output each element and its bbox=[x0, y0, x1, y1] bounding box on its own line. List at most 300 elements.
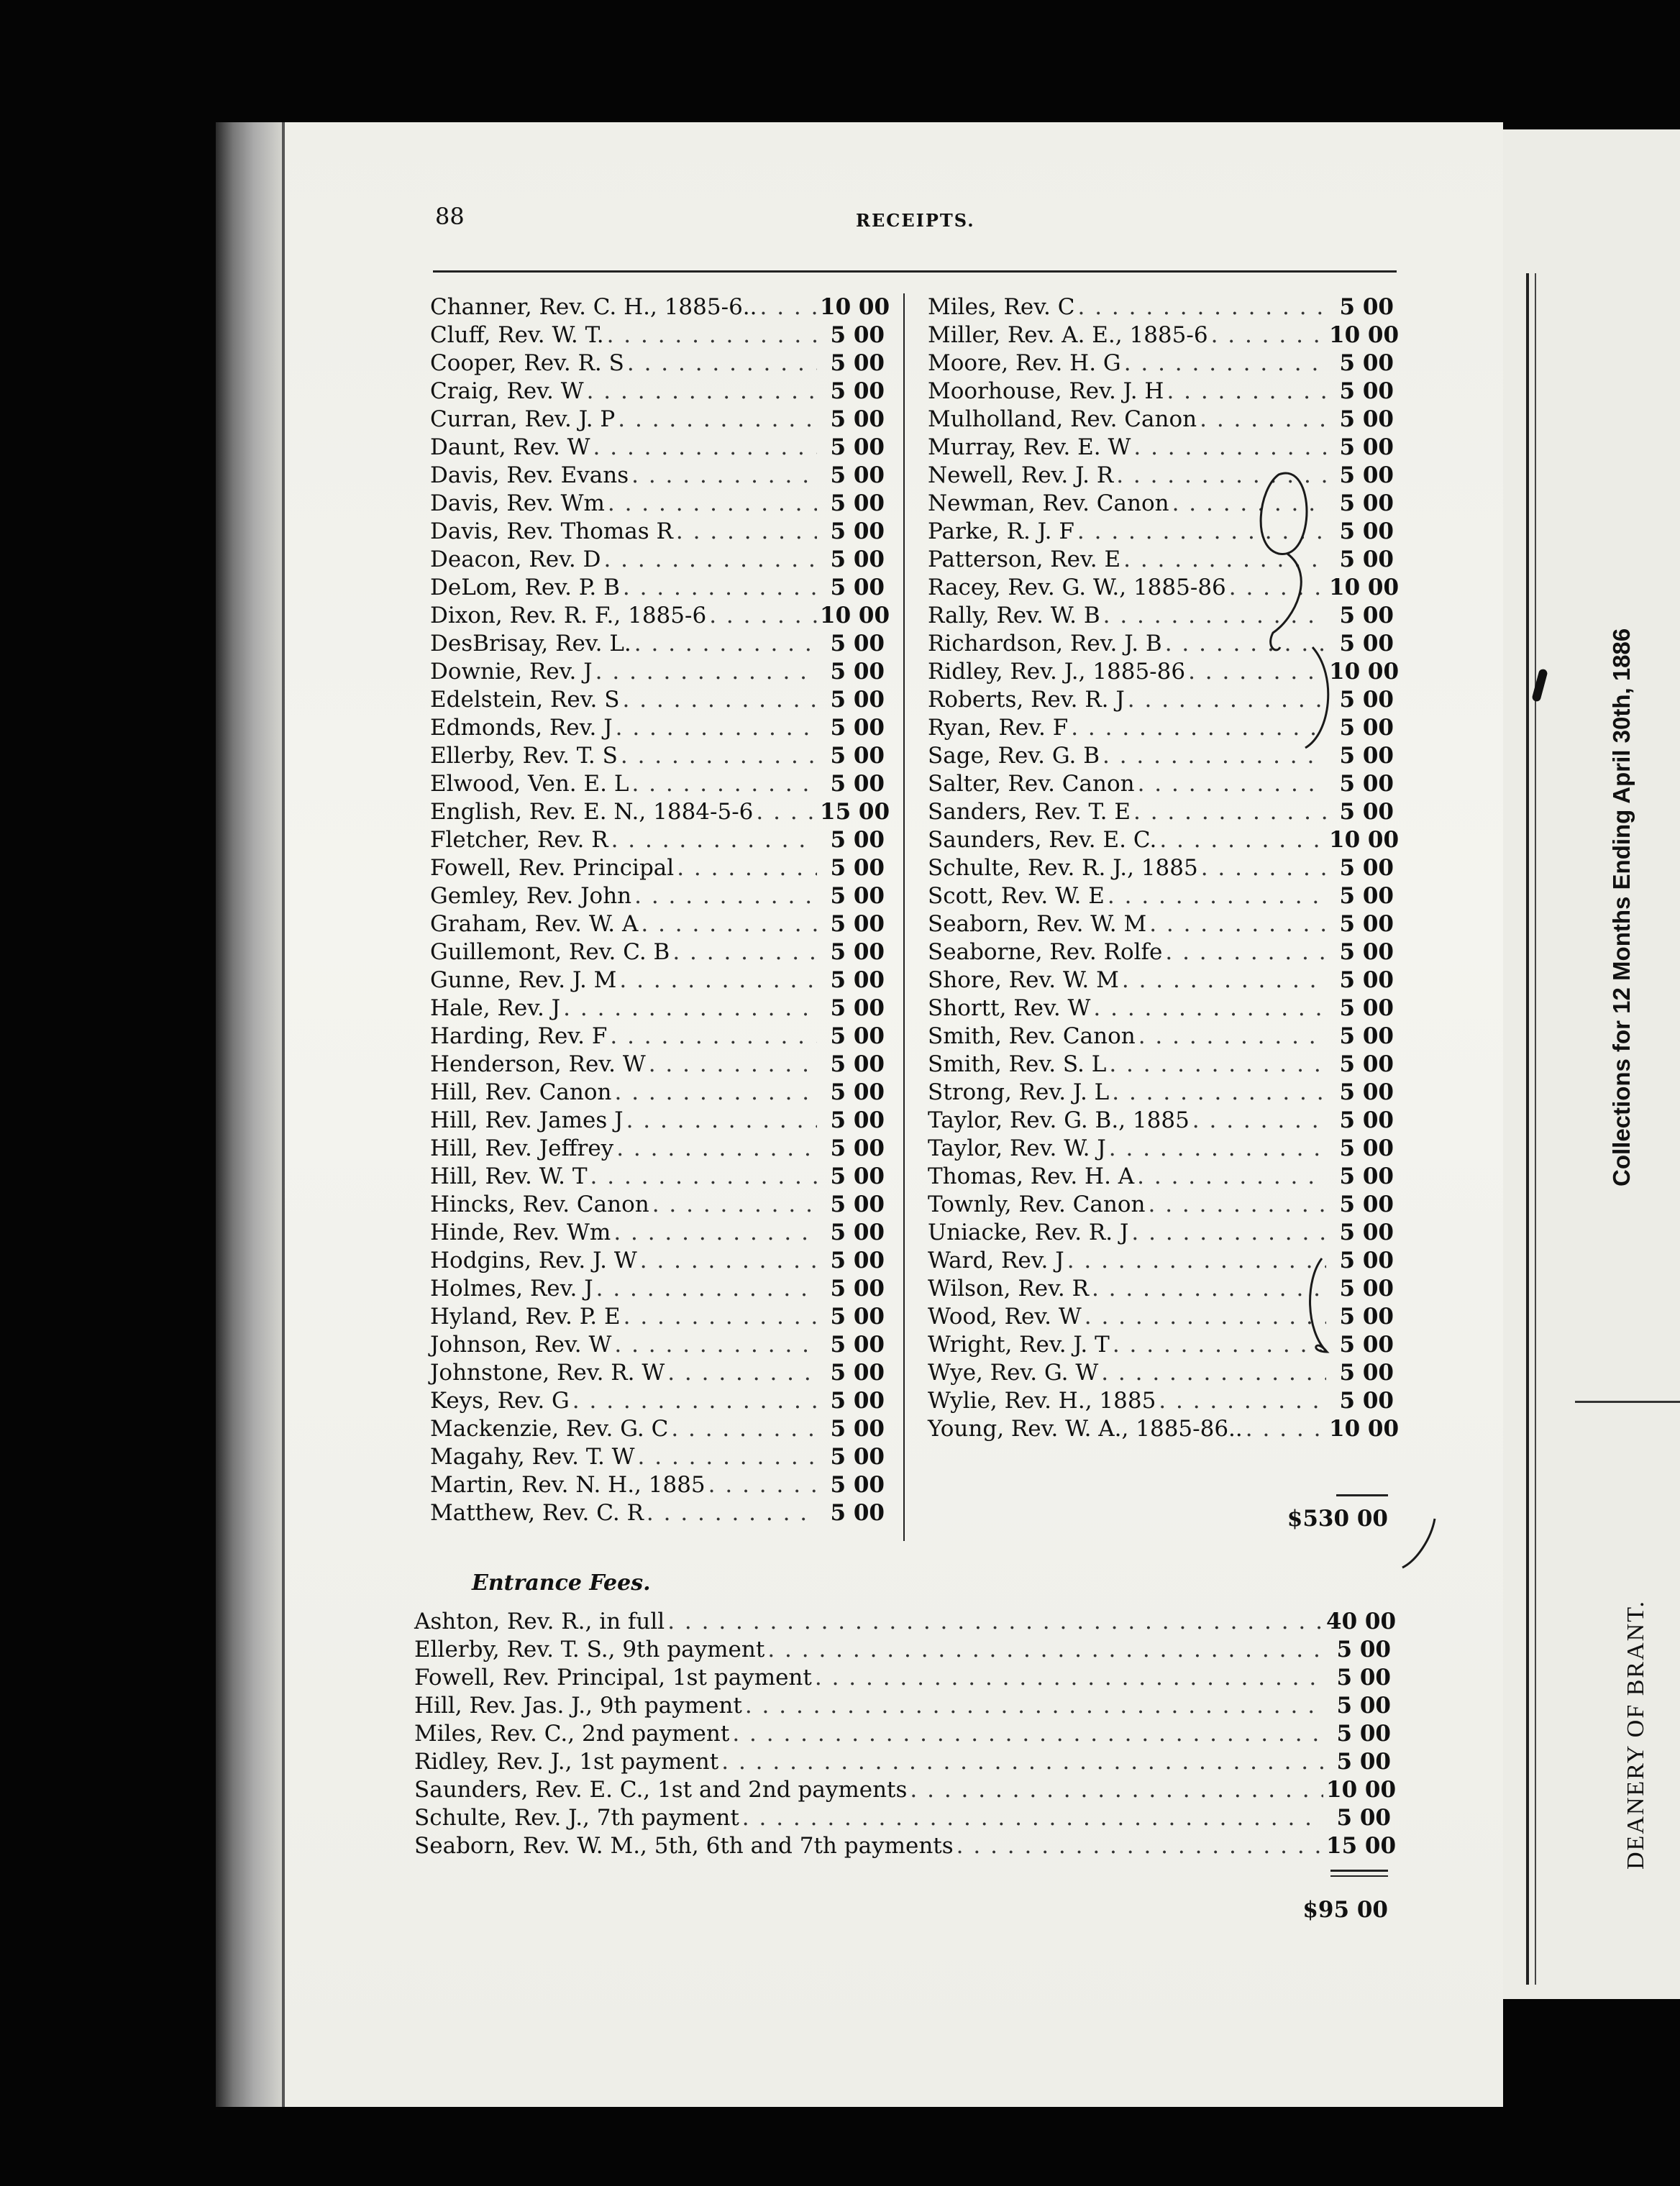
receipt-name: Shortt, Rev. W bbox=[928, 995, 1091, 1021]
receipt-amount: 5 00 bbox=[1336, 1665, 1391, 1691]
receipt-amount: 5 00 bbox=[830, 378, 885, 404]
receipt-amount: 5 00 bbox=[1339, 995, 1394, 1021]
receipt-name: Smith, Rev. Canon bbox=[928, 1023, 1136, 1049]
receipt-amount: 15 00 bbox=[1326, 1833, 1397, 1859]
leader-dots bbox=[1113, 1331, 1326, 1359]
book-binding-gutter bbox=[216, 122, 285, 2107]
receipt-row bbox=[928, 658, 1400, 686]
leader-dots bbox=[1137, 1163, 1326, 1191]
receipt-name: Gemley, Rev. John bbox=[430, 883, 632, 909]
receipt-row bbox=[430, 1107, 885, 1135]
gutter-edge-line bbox=[282, 122, 285, 2107]
leader-dots bbox=[649, 1051, 817, 1079]
leader-dots bbox=[1092, 1275, 1326, 1303]
receipt-amount: 5 00 bbox=[1339, 1388, 1394, 1414]
receipt-amount: 5 00 bbox=[830, 827, 885, 853]
leader-dots bbox=[1112, 1079, 1326, 1107]
receipt-row bbox=[430, 1415, 885, 1443]
leader-dots bbox=[652, 1191, 817, 1219]
receipt-amount: 5 00 bbox=[1339, 378, 1394, 404]
receipt-name: Newman, Rev. Canon bbox=[928, 490, 1169, 516]
leader-dots bbox=[611, 826, 817, 854]
leader-dots bbox=[760, 293, 817, 321]
receipt-name: Ridley, Rev. J., 1885-86 bbox=[928, 659, 1186, 685]
receipt-amount: 40 00 bbox=[1326, 1609, 1397, 1634]
receipt-row bbox=[928, 686, 1394, 714]
receipt-row bbox=[430, 994, 885, 1023]
receipt-name: Patterson, Rev. E bbox=[928, 546, 1121, 572]
facing-page-section: DEANERY OF BRANT. bbox=[1622, 1600, 1649, 1870]
receipt-name: Parke, R. J. F bbox=[928, 518, 1074, 544]
receipt-amount: 5 00 bbox=[1339, 1079, 1394, 1105]
receipt-amount: 5 00 bbox=[1339, 799, 1394, 825]
receipt-name: Young, Rev. W. A., 1885-86.. bbox=[928, 1416, 1243, 1442]
receipt-amount: 5 00 bbox=[1339, 1135, 1394, 1161]
receipt-amount: 5 00 bbox=[1339, 743, 1394, 769]
receipt-amount: 5 00 bbox=[1339, 462, 1394, 488]
receipt-row bbox=[430, 574, 885, 602]
receipt-name: Martin, Rev. N. H., 1885 bbox=[430, 1472, 706, 1498]
receipt-row bbox=[430, 1135, 885, 1163]
receipt-name: Davis, Rev. Evans bbox=[430, 462, 629, 488]
receipt-name: Uniacke, Rev. R. J bbox=[928, 1220, 1129, 1245]
receipt-row bbox=[928, 910, 1394, 938]
leader-dots bbox=[563, 994, 817, 1023]
running-header: RECEIPTS. bbox=[856, 210, 975, 231]
leader-dots bbox=[1167, 378, 1326, 406]
receipt-row bbox=[430, 882, 885, 910]
receipt-amount: 5 00 bbox=[830, 1023, 885, 1049]
receipt-name: Richardson, Rev. J. B bbox=[928, 631, 1162, 657]
leader-dots bbox=[1085, 1303, 1326, 1331]
entrance-fees-total: $95 00 bbox=[1302, 1897, 1388, 1923]
receipt-amount: 5 00 bbox=[830, 1360, 885, 1386]
leader-dots bbox=[627, 349, 817, 378]
leader-dots bbox=[595, 658, 817, 686]
leader-dots bbox=[634, 882, 817, 910]
receipt-amount: 5 00 bbox=[1339, 603, 1394, 628]
receipt-name: Moorhouse, Rev. J. H bbox=[928, 378, 1164, 404]
leader-dots bbox=[671, 1415, 817, 1443]
receipt-amount: 10 00 bbox=[1329, 827, 1400, 853]
receipt-name: Fletcher, Rev. R bbox=[430, 827, 608, 853]
receipt-row bbox=[928, 714, 1394, 742]
receipt-amount: 5 00 bbox=[830, 771, 885, 797]
receipt-amount: 5 00 bbox=[830, 883, 885, 909]
receipt-name: Hinde, Rev. Wm bbox=[430, 1220, 611, 1245]
leader-dots bbox=[590, 1163, 817, 1191]
receipt-row bbox=[414, 1776, 1397, 1804]
leader-dots bbox=[1109, 1051, 1326, 1079]
receipt-name: Ward, Rev. J bbox=[928, 1248, 1064, 1273]
leader-dots bbox=[667, 1359, 817, 1387]
receipt-amount: 5 00 bbox=[1339, 1192, 1394, 1217]
receipt-amount: 5 00 bbox=[1339, 294, 1394, 320]
leader-dots bbox=[1124, 349, 1326, 378]
receipt-row bbox=[928, 546, 1394, 574]
receipt-name: Matthew, Rev. C. R bbox=[430, 1500, 644, 1526]
leader-dots bbox=[623, 574, 817, 602]
receipt-row bbox=[928, 462, 1394, 490]
receipt-row bbox=[430, 406, 885, 434]
receipt-amount: 5 00 bbox=[1339, 715, 1394, 741]
receipt-row bbox=[430, 742, 885, 770]
leader-dots bbox=[638, 1443, 817, 1471]
receipt-name: Cooper, Rev. R. S bbox=[430, 350, 624, 376]
receipt-row bbox=[928, 1303, 1394, 1331]
receipt-name: Wylie, Rev. H., 1885 bbox=[928, 1388, 1156, 1414]
receipt-name: Elwood, Ven. E. L bbox=[430, 771, 629, 797]
receipt-amount: 5 00 bbox=[1339, 687, 1394, 713]
receipt-name: Graham, Rev. W. A bbox=[430, 911, 639, 937]
receipt-amount: 5 00 bbox=[830, 575, 885, 600]
receipt-name: Cluff, Rev. W. T. bbox=[430, 322, 604, 348]
receipt-row bbox=[430, 321, 885, 349]
receipt-name: Channer, Rev. C. H., 1885-6.. bbox=[430, 294, 757, 320]
receipt-row bbox=[430, 518, 885, 546]
receipt-row bbox=[430, 1387, 885, 1415]
receipt-row bbox=[430, 378, 885, 406]
receipt-row bbox=[928, 1079, 1394, 1107]
receipt-amount: 5 00 bbox=[830, 1416, 885, 1442]
receipt-row bbox=[928, 1387, 1394, 1415]
receipt-amount: 5 00 bbox=[830, 1220, 885, 1245]
leader-dots bbox=[615, 1079, 817, 1107]
receipt-row bbox=[928, 1331, 1394, 1359]
receipt-row bbox=[430, 490, 885, 518]
leader-dots bbox=[1201, 854, 1326, 882]
receipt-row bbox=[928, 1359, 1394, 1387]
receipt-row bbox=[928, 602, 1394, 630]
receipt-row bbox=[430, 966, 885, 994]
leader-dots bbox=[647, 1499, 817, 1527]
leader-dots bbox=[1108, 882, 1326, 910]
receipt-amount: 5 00 bbox=[1339, 1051, 1394, 1077]
leader-dots bbox=[721, 1748, 1323, 1776]
receipt-row bbox=[928, 378, 1394, 406]
leader-dots bbox=[742, 1804, 1323, 1832]
receipt-row bbox=[414, 1720, 1391, 1748]
receipt-row bbox=[414, 1804, 1391, 1832]
receipt-amount: 5 00 bbox=[830, 490, 885, 516]
receipt-row bbox=[430, 686, 885, 714]
receipt-row bbox=[928, 1247, 1394, 1275]
receipt-name: English, Rev. E. N., 1884-5-6 bbox=[430, 799, 754, 825]
receipt-amount: 5 00 bbox=[1339, 631, 1394, 657]
leader-dots bbox=[1211, 321, 1326, 349]
receipt-row bbox=[928, 798, 1394, 826]
subscriptions-total: $530 00 bbox=[1287, 1506, 1388, 1532]
leader-dots bbox=[621, 742, 817, 770]
leader-dots bbox=[709, 602, 817, 630]
receipt-row bbox=[928, 1107, 1394, 1135]
receipt-name: Smith, Rev. S. L bbox=[928, 1051, 1107, 1077]
receipt-amount: 5 00 bbox=[1336, 1749, 1391, 1775]
leader-dots bbox=[672, 938, 817, 966]
leader-dots bbox=[1077, 293, 1326, 321]
receipt-row bbox=[430, 349, 885, 378]
receipt-row bbox=[928, 518, 1394, 546]
receipt-name: Fowell, Rev. Principal bbox=[430, 855, 675, 881]
receipt-name: Curran, Rev. J. P bbox=[430, 406, 616, 432]
facing-page bbox=[1503, 129, 1680, 1999]
receipt-row bbox=[430, 546, 885, 574]
receipt-amount: 10 00 bbox=[820, 603, 890, 628]
receipt-amount: 10 00 bbox=[1326, 1777, 1397, 1803]
leader-dots bbox=[1122, 966, 1326, 994]
leader-dots bbox=[1133, 798, 1326, 826]
leader-dots bbox=[1101, 1359, 1326, 1387]
facing-page-title: Collections for 12 Months Ending April 30th, 1886 bbox=[1608, 628, 1635, 1186]
leader-dots bbox=[640, 1247, 817, 1275]
receipt-name: Hincks, Rev. Canon bbox=[430, 1192, 649, 1217]
receipt-name: Scott, Rev. W. E bbox=[928, 883, 1105, 909]
receipt-name: Edmonds, Rev. J bbox=[430, 715, 613, 741]
leader-dots bbox=[756, 798, 817, 826]
receipt-amount: 5 00 bbox=[1339, 1220, 1394, 1245]
receipt-row bbox=[414, 1664, 1391, 1692]
receipt-name: Townly, Rev. Canon bbox=[928, 1192, 1146, 1217]
leader-dots bbox=[1229, 574, 1326, 602]
receipt-name: Ryan, Rev. F bbox=[928, 715, 1069, 741]
receipt-name: Ellerby, Rev. T. S bbox=[430, 743, 618, 769]
receipt-name: Hale, Rev. J bbox=[430, 995, 561, 1021]
receipt-amount: 5 00 bbox=[1339, 406, 1394, 432]
receipt-name: Davis, Rev. Wm bbox=[430, 490, 605, 516]
leader-dots bbox=[1192, 1107, 1326, 1135]
leader-dots bbox=[1077, 518, 1326, 546]
entrance-fees-list bbox=[414, 1608, 1397, 1860]
leader-dots bbox=[708, 1471, 817, 1499]
receipt-amount: 5 00 bbox=[830, 1276, 885, 1302]
receipt-amount: 5 00 bbox=[1339, 518, 1394, 544]
receipt-amount: 5 00 bbox=[1339, 771, 1394, 797]
receipt-row bbox=[430, 826, 885, 854]
receipt-amount: 10 00 bbox=[1329, 575, 1400, 600]
leader-dots bbox=[634, 630, 817, 658]
receipt-row bbox=[928, 1135, 1394, 1163]
receipt-name: Holmes, Rev. J bbox=[430, 1276, 593, 1302]
receipt-amount: 5 00 bbox=[1339, 883, 1394, 909]
receipt-amount: 5 00 bbox=[1339, 1304, 1394, 1330]
receipt-amount: 5 00 bbox=[1336, 1805, 1391, 1831]
leader-dots bbox=[1138, 1023, 1326, 1051]
receipt-amount: 5 00 bbox=[1339, 434, 1394, 460]
receipt-row bbox=[430, 1163, 885, 1191]
receipt-row bbox=[430, 770, 885, 798]
receipt-amount: 5 00 bbox=[1339, 939, 1394, 965]
receipt-row bbox=[928, 938, 1394, 966]
receipt-name: Miles, Rev. C., 2nd payment bbox=[414, 1721, 730, 1747]
leader-dots bbox=[767, 1636, 1323, 1664]
fees-total-rule bbox=[1330, 1870, 1388, 1872]
receipt-name: Hill, Rev. Jas. J., 9th payment bbox=[414, 1693, 742, 1719]
receipt-name: Schulte, Rev. J., 7th payment bbox=[414, 1805, 739, 1831]
receipt-name: Roberts, Rev. R. J bbox=[928, 687, 1125, 713]
leader-dots bbox=[1165, 630, 1326, 658]
receipt-amount: 15 00 bbox=[820, 799, 890, 825]
receipt-amount: 10 00 bbox=[1329, 659, 1400, 685]
receipt-amount: 5 00 bbox=[830, 1051, 885, 1077]
receipt-row bbox=[430, 714, 885, 742]
receipt-name: Wye, Rev. G. W bbox=[928, 1360, 1099, 1386]
receipt-row bbox=[430, 1471, 885, 1499]
receipt-name: Salter, Rev. Canon bbox=[928, 771, 1135, 797]
receipt-amount: 5 00 bbox=[830, 1332, 885, 1358]
receipt-name: Hyland, Rev. P. E bbox=[430, 1304, 621, 1330]
receipt-row bbox=[928, 434, 1394, 462]
receipt-amount: 5 00 bbox=[830, 1248, 885, 1273]
receipt-name: Davis, Rev. Thomas R bbox=[430, 518, 673, 544]
leader-dots bbox=[641, 910, 817, 938]
receipt-amount: 5 00 bbox=[1339, 1163, 1394, 1189]
receipt-name: Wright, Rev. J. T bbox=[928, 1332, 1110, 1358]
receipt-amount: 5 00 bbox=[830, 1135, 885, 1161]
receipt-amount: 5 00 bbox=[830, 350, 885, 376]
receipt-amount: 5 00 bbox=[830, 434, 885, 460]
receipt-amount: 5 00 bbox=[830, 939, 885, 965]
receipt-name: Wood, Rev. W bbox=[928, 1304, 1082, 1330]
leader-dots bbox=[607, 321, 817, 349]
leader-dots bbox=[1172, 490, 1326, 518]
receipt-name: Sanders, Rev. T. E bbox=[928, 799, 1131, 825]
receipt-row bbox=[430, 1499, 885, 1527]
leader-dots bbox=[910, 1776, 1323, 1804]
receipt-amount: 5 00 bbox=[830, 1304, 885, 1330]
receipt-name: Guillemont, Rev. C. B bbox=[430, 939, 670, 965]
receipt-amount: 5 00 bbox=[1339, 350, 1394, 376]
receipt-amount: 5 00 bbox=[830, 1500, 885, 1526]
receipt-amount: 5 00 bbox=[830, 743, 885, 769]
receipt-name: Rally, Rev. W. B bbox=[928, 603, 1100, 628]
receipt-name: Johnson, Rev. W bbox=[430, 1332, 612, 1358]
receipt-row bbox=[928, 1415, 1400, 1443]
receipt-name: Keys, Rev. G bbox=[430, 1388, 570, 1414]
receipt-amount: 5 00 bbox=[1339, 1107, 1394, 1133]
leader-dots bbox=[815, 1664, 1323, 1692]
receipt-name: DeLom, Rev. P. B bbox=[430, 575, 620, 600]
receipt-amount: 5 00 bbox=[830, 715, 885, 741]
receipt-amount: 5 00 bbox=[1339, 490, 1394, 516]
receipt-row bbox=[928, 1023, 1394, 1051]
right-receipts-column bbox=[928, 293, 1400, 1443]
receipt-row bbox=[430, 910, 885, 938]
leader-dots bbox=[1148, 1191, 1326, 1219]
entrance-fees-heading: Entrance Fees. bbox=[472, 1570, 651, 1596]
leader-dots bbox=[610, 1023, 817, 1051]
receipt-name: Newell, Rev. J. R bbox=[928, 462, 1114, 488]
receipt-row bbox=[928, 293, 1394, 321]
receipt-name: Ashton, Rev. R., in full bbox=[414, 1609, 665, 1634]
receipt-row bbox=[928, 966, 1394, 994]
receipt-name: Taylor, Rev. W. J bbox=[928, 1135, 1106, 1161]
leader-dots bbox=[624, 1303, 817, 1331]
receipt-row bbox=[928, 770, 1394, 798]
receipt-row bbox=[430, 938, 885, 966]
receipt-amount: 5 00 bbox=[1339, 1332, 1394, 1358]
receipt-amount: 5 00 bbox=[830, 995, 885, 1021]
receipt-amount: 5 00 bbox=[1339, 1023, 1394, 1049]
receipt-row bbox=[928, 994, 1394, 1023]
receipt-name: Miller, Rev. A. E., 1885-6 bbox=[928, 322, 1208, 348]
receipt-name: Craig, Rev. W bbox=[430, 378, 584, 404]
leader-dots bbox=[603, 546, 817, 574]
leader-dots bbox=[623, 686, 818, 714]
receipt-row bbox=[414, 1636, 1391, 1664]
receipt-name: Hill, Rev. Jeffrey bbox=[430, 1135, 614, 1161]
receipt-amount: 5 00 bbox=[1339, 1360, 1394, 1386]
receipt-row bbox=[430, 658, 885, 686]
receipt-name: Hill, Rev. W. T bbox=[430, 1163, 588, 1189]
receipt-amount: 5 00 bbox=[830, 687, 885, 713]
receipt-amount: 5 00 bbox=[830, 546, 885, 572]
receipt-name: Seaborn, Rev. W. M bbox=[928, 911, 1147, 937]
total-rule bbox=[1336, 1494, 1388, 1496]
page-number: 88 bbox=[435, 203, 465, 230]
leader-dots bbox=[596, 1275, 817, 1303]
receipt-name: Johnstone, Rev. R. W bbox=[430, 1360, 665, 1386]
receipt-row bbox=[430, 602, 890, 630]
facing-page-divider bbox=[1575, 1401, 1680, 1403]
receipt-amount: 10 00 bbox=[820, 294, 890, 320]
receipt-row bbox=[430, 1303, 885, 1331]
receipt-row bbox=[430, 1359, 885, 1387]
receipt-row bbox=[430, 1079, 885, 1107]
receipt-row bbox=[928, 1219, 1394, 1247]
receipt-name: Daunt, Rev. W bbox=[430, 434, 590, 460]
leader-dots bbox=[1102, 742, 1326, 770]
receipt-row bbox=[928, 490, 1394, 518]
receipt-amount: 5 00 bbox=[830, 631, 885, 657]
receipt-amount: 5 00 bbox=[1339, 855, 1394, 881]
leader-dots bbox=[1093, 994, 1326, 1023]
receipt-name: Ridley, Rev. J., 1st payment bbox=[414, 1749, 719, 1775]
receipt-amount: 5 00 bbox=[1339, 546, 1394, 572]
leader-dots bbox=[572, 1387, 817, 1415]
receipt-amount: 5 00 bbox=[1336, 1693, 1391, 1719]
receipt-row bbox=[430, 630, 885, 658]
receipt-name: Hodgins, Rev. J. W bbox=[430, 1248, 637, 1273]
receipt-amount: 5 00 bbox=[830, 1472, 885, 1498]
receipt-name: Magahy, Rev. T. W bbox=[430, 1444, 635, 1470]
receipt-amount: 10 00 bbox=[1329, 322, 1400, 348]
leader-dots bbox=[614, 1331, 817, 1359]
leader-dots bbox=[1165, 938, 1326, 966]
facing-page-rule-inner bbox=[1535, 273, 1536, 1985]
leader-dots bbox=[1159, 826, 1326, 854]
receipt-name: Murray, Rev. E. W bbox=[928, 434, 1131, 460]
leader-dots bbox=[1138, 770, 1326, 798]
leader-dots bbox=[732, 1720, 1323, 1748]
leader-dots bbox=[619, 966, 817, 994]
receipt-amount: 5 00 bbox=[830, 911, 885, 937]
receipt-row bbox=[928, 882, 1394, 910]
leader-dots bbox=[631, 462, 817, 490]
leader-dots bbox=[613, 1219, 817, 1247]
receipt-name: Wilson, Rev. R bbox=[928, 1276, 1089, 1302]
receipt-name: Dixon, Rev. R. F., 1885-6 bbox=[430, 603, 707, 628]
leader-dots bbox=[616, 1135, 817, 1163]
receipt-amount: 5 00 bbox=[830, 1163, 885, 1189]
leader-dots bbox=[1200, 406, 1326, 434]
receipt-row bbox=[430, 1023, 885, 1051]
leader-dots bbox=[593, 434, 817, 462]
receipt-row bbox=[928, 321, 1400, 349]
receipt-amount: 5 00 bbox=[830, 659, 885, 685]
receipt-name: Seaborne, Rev. Rolfe bbox=[928, 939, 1163, 965]
receipt-amount: 5 00 bbox=[1339, 911, 1394, 937]
receipt-name: Hill, Rev. James J bbox=[430, 1107, 624, 1133]
